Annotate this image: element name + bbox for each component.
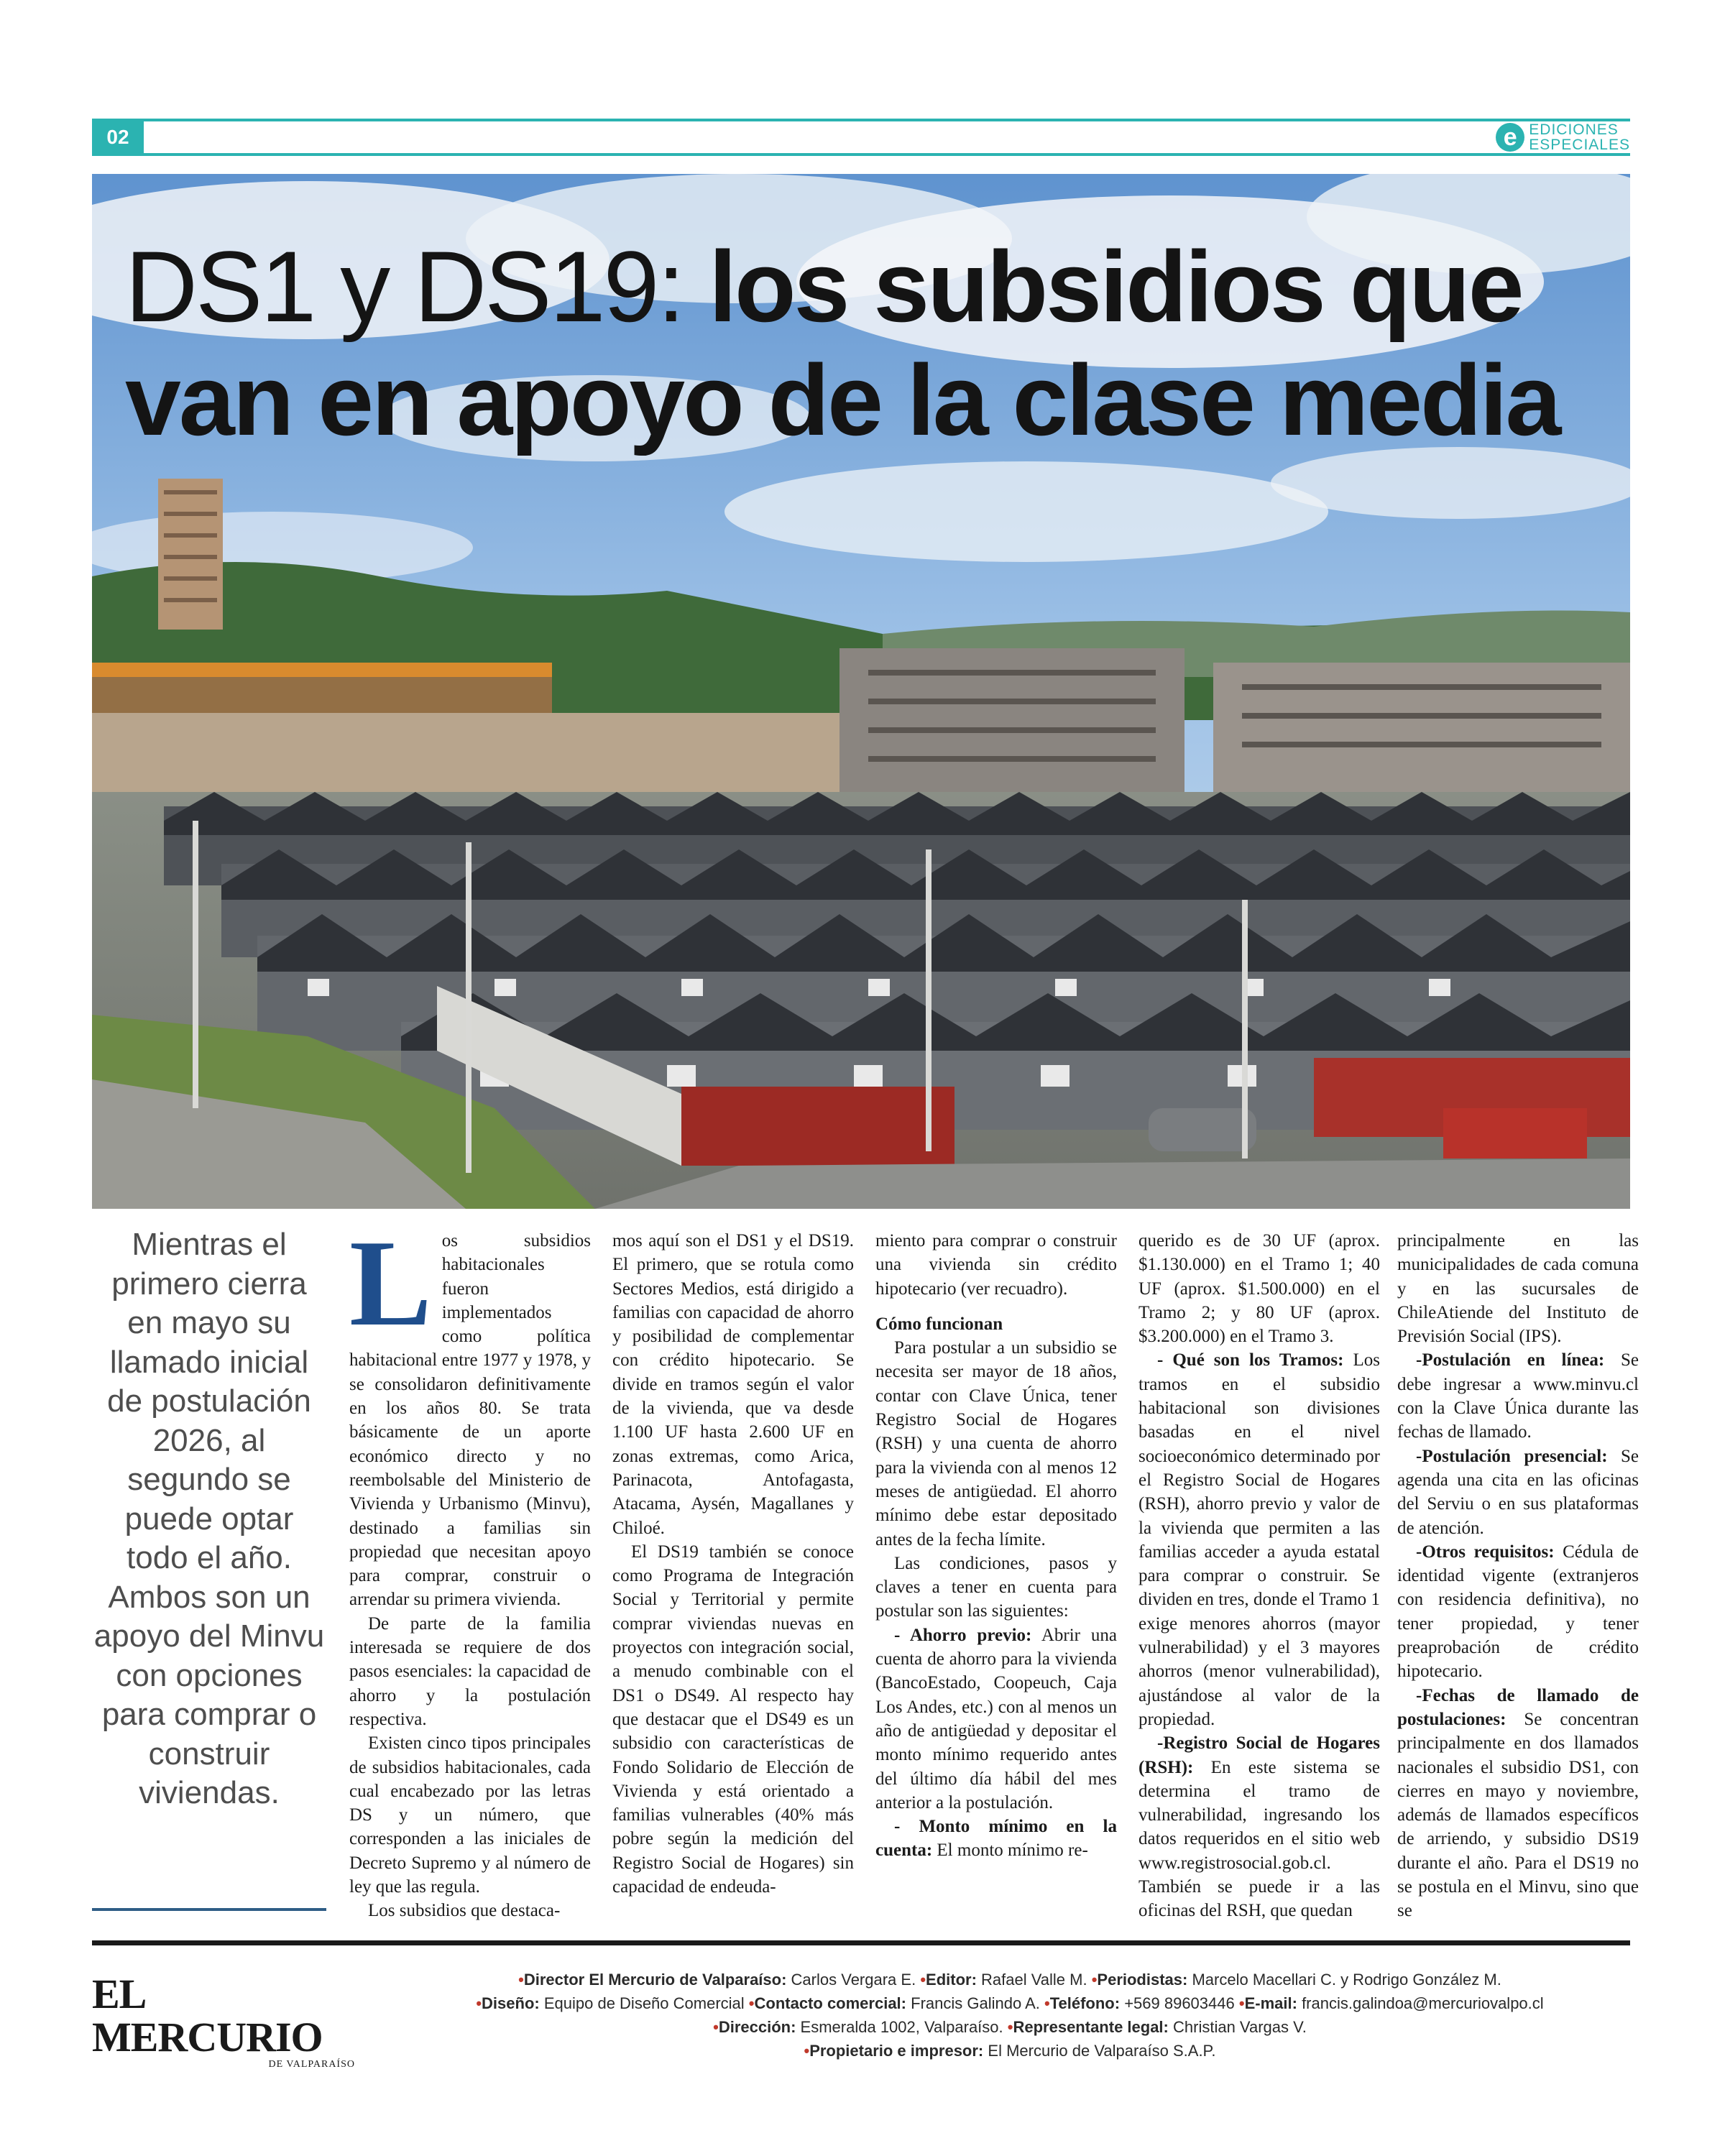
article-column-1 [349, 1215, 591, 1923]
logo-sub-text: DE VALPARAÍSO [268, 2059, 355, 2070]
item-otros-requisitos-text: Cédula de identidad vigente (extranjeros con residencia definitiva), no tener propiedad, y tener preaprobación de crédito hipotecario. [1397, 1542, 1639, 1682]
item-fechas-llamado-text: Se concentran principalmente en dos llamados nacionales el subsidio DS1, con cierres en mayo y noviembre, además de llamados específicos de arriendo, y subsidio DS19 durante el año. Para el DS19 no se postula en el Minvu, sino que se [1397, 1709, 1639, 1921]
item-monto-minimo-label: - Monto mínimo en la cuenta: [875, 1817, 1117, 1861]
brand-mark-icon: e [1496, 123, 1524, 152]
item-fechas-llamado-label: -Fechas de llamado de postulaciones: [1397, 1685, 1639, 1729]
credit-value: +569 89603446 [1124, 1994, 1235, 2012]
lead-summary: Mientras el primero cierra en mayo su llamado inicial de postulación 2026, al segundo se puede optar todo el año. Ambos son un apoyo del Minvu con opciones para comprar o construir viviendas. [93, 1227, 325, 1810]
bullet-icon: • [1044, 1994, 1050, 2012]
col2-paragraph-1: mos aquí son el DS1 y el DS19. El primero, que se rotula como Sectores Medios, está dirigido a familias con capacidad de ahorro y posibilidad de complementar con crédito hipotecario. Se divide en tramos según el valor de la vivienda, que va desde 1.100 UF hasta 2.600 UF en zonas extremas, como Arica, Parinacota, Antofagasta, Atacama, Aysén, Magallanes y Chiloé. [612, 1231, 854, 1538]
credit-key: Dirección: [718, 2018, 796, 2036]
bullet-icon: • [1091, 1971, 1098, 1989]
headline [125, 230, 1606, 457]
bullet-icon: • [920, 1971, 926, 1989]
brand-line-2: ESPECIALES [1529, 137, 1630, 153]
item-ahorro-previo-text: Abrir una cuenta de ahorro para la vivienda (BancoEstado, Coopeuch, Caja Los Andes, etc.) con al menos un año de antigüedad y depositar el monto mínimo requerido antes del último día hábil del mes anterior a la postulación. [875, 1625, 1117, 1812]
subheading-como-funcionan: Cómo funcionan [875, 1314, 1003, 1334]
article-column-2 [612, 1229, 854, 1899]
credit-value: francis.galindoa@mercuriovalpo.cl [1302, 1994, 1544, 2012]
item-rsh-label: -Registro Social de Hogares (RSH): [1138, 1733, 1380, 1777]
col1-paragraph-1: os subsidios habitacionales fueron implementados como política habitacional entre 1977 y 1978, y se consolidaron definitivamente en los años 80. Se trata básicamente de un aporte económico directo y no reembolsable del Ministerio de Vivienda y Urbanismo (Minvu), destinado a familias sin propiedad que necesitan apoyo para comprar, construir o arrendar su primera vivienda. [349, 1231, 591, 1610]
credit-value: Carlos Vergara E. [791, 1971, 916, 1989]
credit-value: Rafael Valle M. [981, 1971, 1087, 1989]
credit-value: Esmeralda 1002, Valparaíso. [800, 2018, 1003, 2036]
credit-key: Editor: [926, 1971, 977, 1989]
col4-paragraph-1: querido es de 30 UF (aprox. $1.130.000) en el Tramo 1; 40 UF (aprox. $1.500.000) en el Tramo 2; y 80 UF (aprox. $3.200.000) en el Tramo 3. [1138, 1231, 1380, 1347]
article-column-5 [1397, 1229, 1639, 1923]
credit-key: Periodistas: [1097, 1971, 1188, 1989]
credit-key: Contacto comercial: [754, 1994, 906, 2012]
credit-key: Director El Mercurio de Valparaíso: [523, 1971, 787, 1989]
bullet-icon: • [476, 1994, 482, 2012]
credits-block [402, 1968, 1617, 2063]
bullet-icon: • [713, 2018, 719, 2036]
credit-value: Christian Vargas V. [1173, 2018, 1307, 2036]
credit-key: Propietario e impresor: [809, 2042, 984, 2060]
page-number: 02 [92, 121, 144, 153]
credit-value: El Mercurio de Valparaíso S.A.P. [988, 2042, 1216, 2060]
item-ahorro-previo-label: - Ahorro previo: [894, 1625, 1032, 1645]
bullet-icon: • [518, 1971, 524, 1989]
lead-divider [92, 1908, 326, 1911]
el-mercurio-logo [92, 1973, 380, 2070]
brand-line-1: EDICIONES [1529, 121, 1619, 138]
bullet-icon: • [748, 1994, 755, 2012]
col1-paragraph-4: Los subsidios que destaca- [368, 1901, 561, 1921]
item-rsh-text: En este sistema se determina el tramo de vulnerabilidad, ingresando los datos requeridos en el sitio web www.registrosocial.gob.cl. También se puede ir a las oficinas del RSH, que quedan [1138, 1757, 1380, 1921]
ediciones-especiales-logo [1496, 120, 1630, 155]
drop-cap: L [349, 1215, 432, 1352]
credit-key: Diseño: [482, 1994, 540, 2012]
item-tramos-text: Los tramos en el subsidio habitacional son divisiones basadas en el nivel socioeconómico determinado por el Registro Social de Hogares (RSH), ahorro previo y valor de la vivienda que permiten a las familias acceder a ayuda estatal para comprar o construir. Se dividen en tres, donde el Tramo 1 exige menores ahorros (mayor vulnerabilidad) y el 3 mayores ahorros (menor vulnerabilidad), ajustándose al valor de la propiedad. [1138, 1350, 1380, 1729]
col3-paragraph-2: Para postular a un subsidio se necesita ser mayor de 18 años, contar con Clave Única, tener Registro Social de Hogares (RSH) y una cuenta de ahorro para la vivienda con al menos 12 meses de antigüedad. El ahorro mínimo debe estar depositado antes de la fecha límite. [875, 1338, 1117, 1549]
col2-paragraph-2: El DS19 también se conoce como Programa de Integración Social y Territorial y permite comprar viviendas nuevas en proyectos con integración social, a menudo combinable con el DS1 o DS49. Al respecto hay que destacar que el DS49 es un subsidio con características de Fondo Solidario de Elección de Vivienda y está orientado a familias vulnerables (40% más pobre según la medición del Registro Social de Hogares) sin capacidad de endeuda- [612, 1542, 854, 1897]
credit-value: Francis Galindo A. [911, 1994, 1040, 2012]
section-header-bar [92, 119, 1630, 156]
item-tramos-label: - Qué son los Tramos: [1157, 1350, 1344, 1370]
headline-bold: los subsidios que van en apoyo de la clase media [125, 230, 1560, 456]
bullet-icon: • [1007, 2018, 1013, 2036]
item-otros-requisitos-label: -Otros requisitos: [1416, 1542, 1555, 1562]
item-postulacion-linea-label: -Postulación en línea: [1416, 1350, 1605, 1370]
credit-key: Teléfono: [1049, 1994, 1121, 2012]
item-postulacion-presencial-text: Se agenda una cita en las oficinas del Serviu o en sus plataformas de atención. [1397, 1446, 1639, 1538]
col3-paragraph-3: Las condiciones, pasos y claves a tener en cuenta para postular son las siguientes: [875, 1553, 1117, 1621]
col1-paragraph-2: De parte de la familia interesada se requiere de dos pasos esenciales: la capacidad de ahorro y la postulación respectiva. [349, 1613, 591, 1729]
logo-main-text: EL MERCURIO [92, 1971, 323, 2060]
item-monto-minimo-text: El monto mínimo re- [932, 1841, 1088, 1861]
footer-divider [92, 1940, 1630, 1945]
col5-paragraph-1: principalmente en las municipalidades de cada comuna y en las sucursales de ChileAtiende del Instituto de Previsión Social (IPS). [1397, 1231, 1639, 1347]
credit-value: Equipo de Diseño Comercial [543, 1994, 745, 2012]
article-column-3 [875, 1229, 1117, 1863]
article-column-4 [1138, 1229, 1380, 1923]
item-postulacion-linea-text: Se debe ingresar a www.minvu.cl con la Clave Única durante las fechas de llamado. [1397, 1350, 1639, 1442]
credit-value: Marcelo Macellari C. y Rodrigo González M. [1192, 1971, 1501, 1989]
credit-key: E-mail: [1244, 1994, 1297, 2012]
hero-photo [92, 174, 1630, 1209]
bullet-icon: • [804, 2042, 810, 2060]
credit-key: Representante legal: [1013, 2018, 1169, 2036]
bullet-icon: • [1238, 1994, 1245, 2012]
col1-paragraph-3: Existen cinco tipos principales de subsidios habitacionales, cada cual encabezado por las letras DS y un número, que corresponden a las iniciales de Decreto Supremo y al número de ley que las regula. [349, 1733, 591, 1897]
col3-paragraph-1: miento para comprar o construir una vivienda sin crédito hipotecario (ver recuadro). [875, 1231, 1117, 1299]
item-postulacion-presencial-label: -Postulación presencial: [1416, 1446, 1608, 1466]
headline-light: DS1 y DS19: [125, 230, 684, 343]
